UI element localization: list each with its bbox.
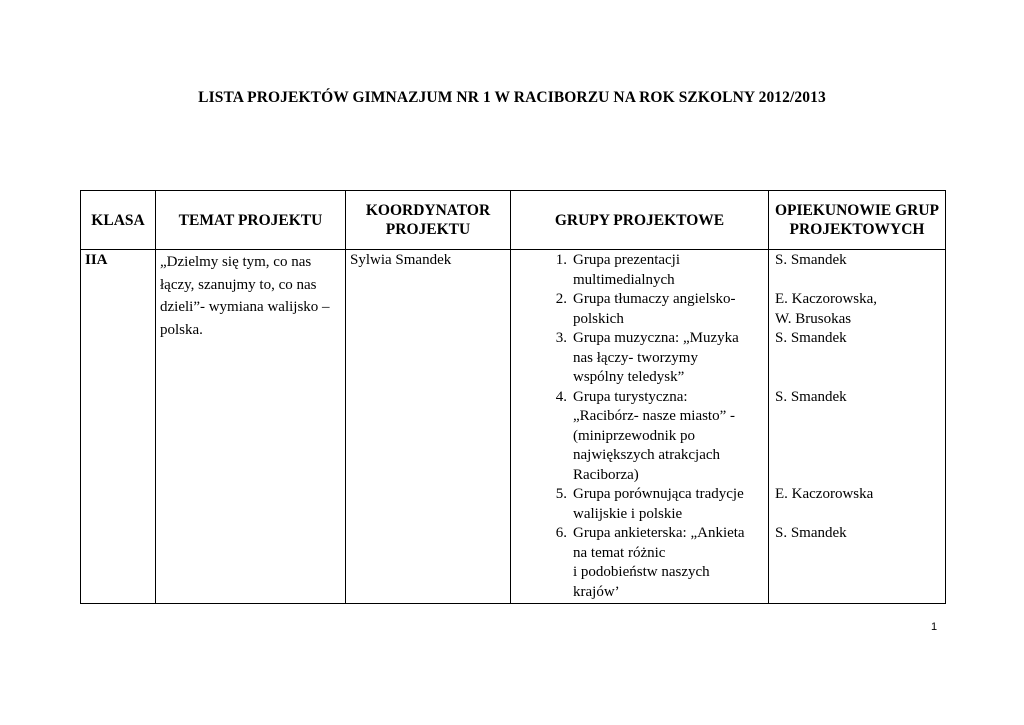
project-groups-list (381, 251, 764, 602)
opiekun-line (775, 466, 941, 486)
table-row (81, 250, 946, 604)
opiekun-line: S. Smandek (775, 330, 847, 346)
header-temat-projektu: TEMAT PROJEKTU (156, 191, 346, 250)
opiekun-line (775, 505, 941, 525)
opiekun-line (775, 368, 941, 388)
opiekun-line (775, 427, 941, 447)
table-header-row (81, 191, 946, 250)
list-item-line: krajów’ (573, 583, 620, 600)
header-klasa: KLASA (81, 191, 156, 250)
list-item-number: 1. (555, 252, 567, 268)
list-item-text (573, 290, 764, 329)
list-item-line: Grupa turystyczna: (573, 388, 688, 405)
opiekun-line: S. Smandek (775, 252, 847, 268)
opiekun-line: E. Kaczorowska (775, 486, 874, 502)
list-item-line: (miniprzewodnik po (573, 427, 696, 444)
list-item (381, 524, 764, 602)
list-item-text (573, 388, 764, 486)
list-item-text (573, 524, 764, 602)
header-grupy-projektowe: GRUPY PROJEKTOWE (511, 191, 769, 250)
opiekun-line (775, 349, 941, 369)
list-item-line: Grupa tłumaczy angielsko- (573, 291, 736, 307)
list-item-line: Grupa muzyczna: „Muzyka (573, 330, 739, 346)
opiekun-line: S. Smandek (775, 388, 847, 405)
list-item (381, 388, 764, 486)
list-item-line: walijskie i polskie (573, 505, 683, 522)
list-item-line: multimedialnych (573, 271, 675, 288)
list-item-line: wspólny teledysk” (573, 369, 685, 385)
cell-temat-projektu: „Dzielmy się tym, co nas łączy, szanujmy to, co nas dzieli”- wymiana walijsko – polska. (156, 250, 346, 604)
list-item-line: Grupa ankieterska: „Ankieta (573, 525, 745, 541)
opiekun-line: S. Smandek (775, 525, 847, 541)
list-item-number: 5. (555, 486, 567, 502)
projects-table (80, 190, 946, 604)
list-item-text (573, 329, 764, 388)
list-item-number: 2. (555, 291, 567, 307)
list-item (381, 290, 764, 329)
document-title: LISTA PROJEKTÓW GIMNAZJUM NR 1 W RACIBORZU NA ROK SZKOLNY 2012/2013 (198, 89, 826, 106)
list-item-number: 3. (555, 330, 567, 346)
list-item-line: „Racibórz- nasze miasto” - (573, 408, 736, 424)
list-item-number: 6. (555, 525, 567, 541)
list-item-line: i podobieństw naszych (573, 564, 710, 580)
page-number: 1 (931, 621, 938, 633)
opiekun-line (775, 446, 941, 466)
list-item-text (573, 251, 764, 290)
list-item-line: Grupa porównująca tradycje (573, 486, 744, 502)
opiekun-line (775, 407, 941, 427)
header-koordynator-projektu: KOORDYNATOR PROJEKTU (346, 191, 511, 250)
list-item (381, 485, 764, 524)
cell-grupy-projektowe (511, 250, 769, 604)
opiekun-line (775, 271, 941, 291)
list-item-line: Raciborza) (573, 466, 639, 483)
opiekun-line: E. Kaczorowska, (775, 291, 878, 307)
opiekun-line: W. Brusokas (775, 310, 852, 327)
cell-klasa: IIA (81, 250, 156, 604)
cell-koordynator: Sylwia Smandek (346, 250, 511, 604)
list-item (381, 329, 764, 388)
list-item-line: na temat różnic (573, 544, 666, 561)
list-item-line: polskich (573, 310, 624, 327)
cell-opiekunowie (769, 250, 946, 604)
list-item-line: największych atrakcjach (573, 447, 721, 463)
list-item-text (573, 485, 764, 524)
list-item-line: nas łączy- tworzymy (573, 349, 698, 366)
list-item-line: Grupa prezentacji (573, 252, 681, 268)
header-opiekunowie-grup: OPIEKUNOWIE GRUP PROJEKTOWYCH (769, 191, 946, 250)
list-item-number: 4. (555, 388, 567, 405)
